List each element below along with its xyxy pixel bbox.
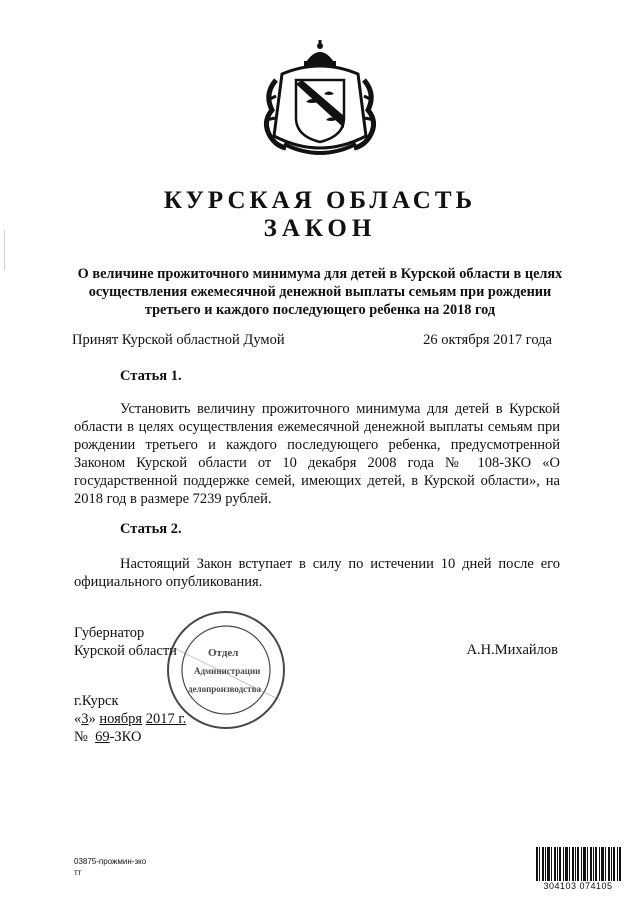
adoption-date: 26 октября 2017 года [423, 332, 552, 348]
signatory-position-line2: Курской области [74, 643, 177, 659]
stamp-line1: Отдел [208, 647, 239, 659]
signatory-name: А.Н.Михайлов [466, 642, 558, 658]
stamp-line3: делопроизводства [188, 684, 261, 694]
footer-line2: тт [74, 868, 82, 877]
signing-date [74, 710, 186, 728]
article-2-heading: Статья 2. [120, 521, 182, 537]
footer-line1: 03875-прожмин-зко [74, 857, 147, 866]
number-prefix: № [74, 729, 88, 745]
place-and-date [74, 692, 186, 746]
law-number [74, 728, 186, 746]
barcode-number: 304103 074105 [535, 881, 621, 891]
stamp-line2: Администрации [194, 666, 261, 676]
article-2-text: Настоящий Закон вступает в силу по истечении 10 дней после его официального опубликования. [74, 556, 560, 590]
date-day: 3 [81, 711, 89, 727]
footer-reference [74, 856, 146, 878]
adoption-body: Принят Курской областной Думой [72, 332, 285, 348]
date-quote-close: » [88, 711, 96, 727]
signatory-position-line1: Губернатор [74, 625, 145, 641]
coat-of-arms-emblem [262, 40, 378, 162]
date-year: 2017 г. [145, 711, 187, 727]
margin-mark [4, 230, 5, 270]
number-suffix: -ЗКО [109, 729, 142, 745]
law-title: О величине прожиточного минимума для детей в Курской области в целях осуществления ежемесячной денежной выплаты семьям при рождении третьего и каждого последующего ребенка на 2018 год [77, 266, 563, 318]
region-heading: КУРСКАЯ ОБЛАСТЬ [163, 187, 477, 214]
date-quote-open: « [74, 711, 82, 727]
city: г.Курск [74, 693, 119, 709]
document-type-heading: ЗАКОН [263, 215, 377, 242]
number-value: 69 [95, 729, 110, 745]
article-1-text: Установить величину прожиточного минимума для детей в Курской области в целях осуществления ежемесячной денежной выплаты семьям при рождении третьего и каждого последующего ребенка, предусмотренной Законом Курской области от 10 декабря 2008 года № 108-ЗКО «О государственной поддержке семей, имеющих детей, в Курской области», на 2018 год в размере 7239 рублей. [74, 401, 560, 507]
signatory-position [74, 624, 177, 660]
date-month: ноября [99, 711, 143, 727]
article-1-heading: Статья 1. [120, 368, 182, 384]
